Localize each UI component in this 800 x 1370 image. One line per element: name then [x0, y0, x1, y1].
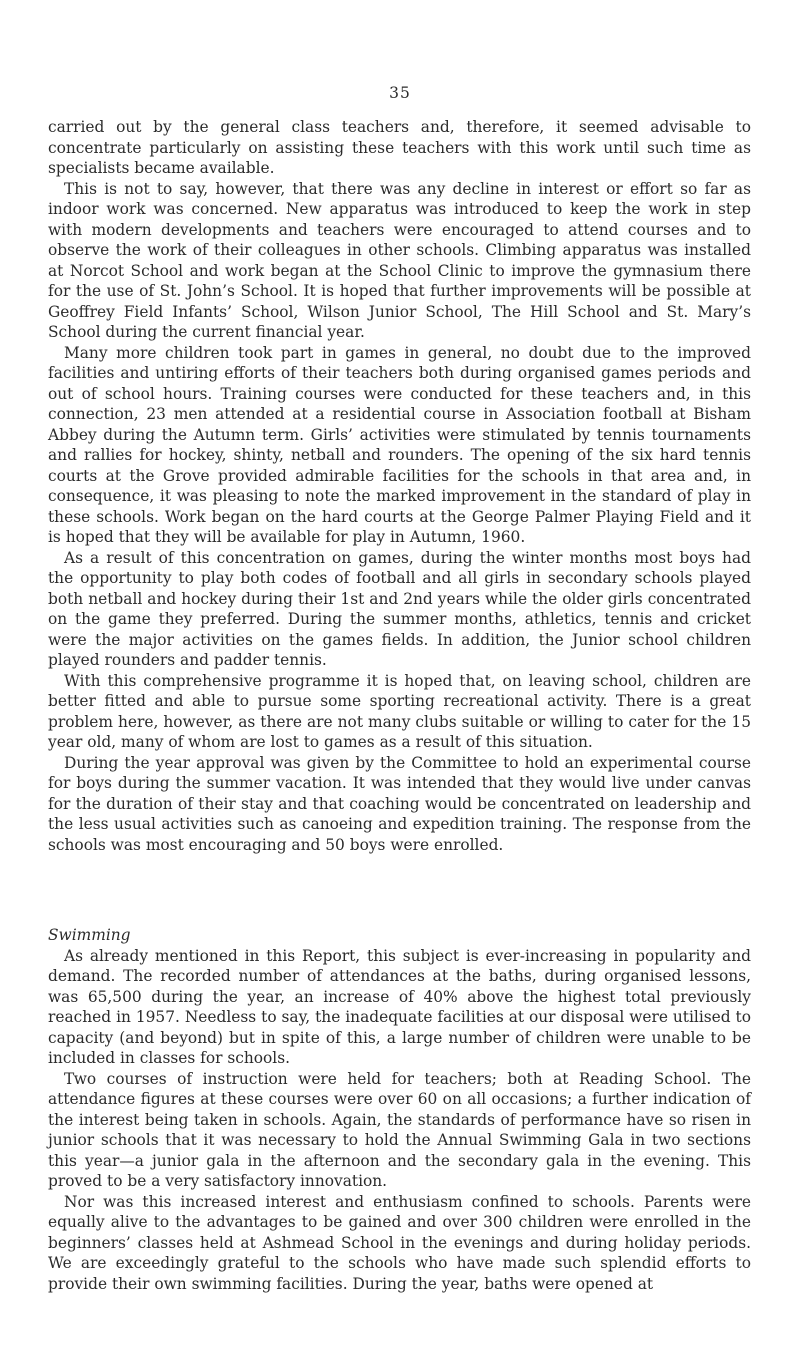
- swimming-section: [48, 925, 751, 1294]
- page-number: 35: [389, 84, 411, 102]
- section-heading: Swimming: [48, 926, 131, 944]
- paragraph-indoor-work: This is not to say, however, that there was any decline in interest or effort so far as indoor work was concerned. New apparatus was introduced to keep the work in step with modern developments and teachers were encouraged to attend courses and to observe the work of their colleagues in other schools. Climbing apparatus was installed at Norcot School and work began at the School Clinic to improve the gymnasium there for the use of St. John’s School. It is hoped that further improvements will be possible at Geoffrey Field Infants’ School, Wilson Junior School, The Hill School and St. Mary’s School during the current financial year.: [48, 179, 751, 341]
- paragraph-parents: Nor was this increased interest and enthusiasm confined to schools. Parents were equally alive to the advantages to be gained and over 300 children were enrolled in the beginners’ classes held at Ashmead School in the evenings and during holiday periods. We are exceedingly grateful to the schools who have made such splendid efforts to provide their own swimming facilities. During the year, baths were opened at: [48, 1192, 751, 1293]
- paragraph-continuation: carried out by the general class teachers and, therefore, it seemed advisable to concentrate particularly on assisting these teachers with this work until such time as specialists became available.: [48, 118, 751, 177]
- physical-education-section: [48, 117, 751, 855]
- paragraph-experimental-course: During the year approval was given by the Committee to hold an experimental course for boys during the summer vacation. It was intended that they would live under canvas for the duration of their stay and that coaching would be concentrated on leadership and the less usual activities such as canoeing and expedition training. The response from the schools was most encouraging and 50 boys were enrolled.: [48, 753, 751, 854]
- paragraph-swimming-demand: As already mentioned in this Report, this subject is ever-increasing in popularity and demand. The recorded number of attendances at the baths, during organised lessons, was 65,500 during the year, an increase of 40% above the highest total previously reached in 1957. Needless to say, the inadequate facilities at our disposal were utilised to capacity (and beyond) but in spite of this, a large number of children were unable to be included in classes for schools.: [48, 946, 751, 1067]
- paragraph-games: Many more children took part in games in general, no doubt due to the improved facilities and untiring efforts of their teachers both during organised games periods and out of school hours. Training courses were conducted for these teachers and, in this connection, 23 men attended at a residential course in Association football at Bisham Abbey during the Autumn term. Girls’ activities were stimulated by tennis tournaments and rallies for hockey, shinty, netball and rounders. The opening of the six hard tennis courts at the Grove provided admirable facilities for the schools in that area and, in consequence, it was pleasing to note the marked improvement in the standard of play in these schools. Work began on the hard courts at the George Palmer Playing Field and it is hoped that they will be available for play in Autumn, 1960.: [48, 343, 751, 546]
- paragraph-teacher-courses: Two courses of instruction were held for teachers; both at Reading School. The attendance figures at these courses were over 60 on all occasions; a further indication of the interest being taken in schools. Again, the standards of performance have so risen in junior schools that it was necessary to hold the Annual Swimming Gala in two sections this year—a junior gala in the afternoon and the secondary gala in the evening. This proved to be a very satisfactory innovation.: [48, 1069, 751, 1190]
- paragraph-programme: With this comprehensive programme it is hoped that, on leaving school, children are better fitted and able to pursue some sporting recreational activity. There is a great problem here, however, as there are not many clubs suitable or willing to cater for the 15 year old, many of whom are lost to games as a result of this situation.: [48, 671, 751, 751]
- paragraph-winter-games: As a result of this concentration on games, during the winter months most boys had the opportunity to play both codes of football and all girls in secondary schools played both netball and hockey during their 1st and 2nd years while the older girls concentrated on the game they preferred. During the summer months, athletics, tennis and cricket were the major activities on the games fields. In addition, the Junior school children played rounders and padder tennis.: [48, 548, 751, 669]
